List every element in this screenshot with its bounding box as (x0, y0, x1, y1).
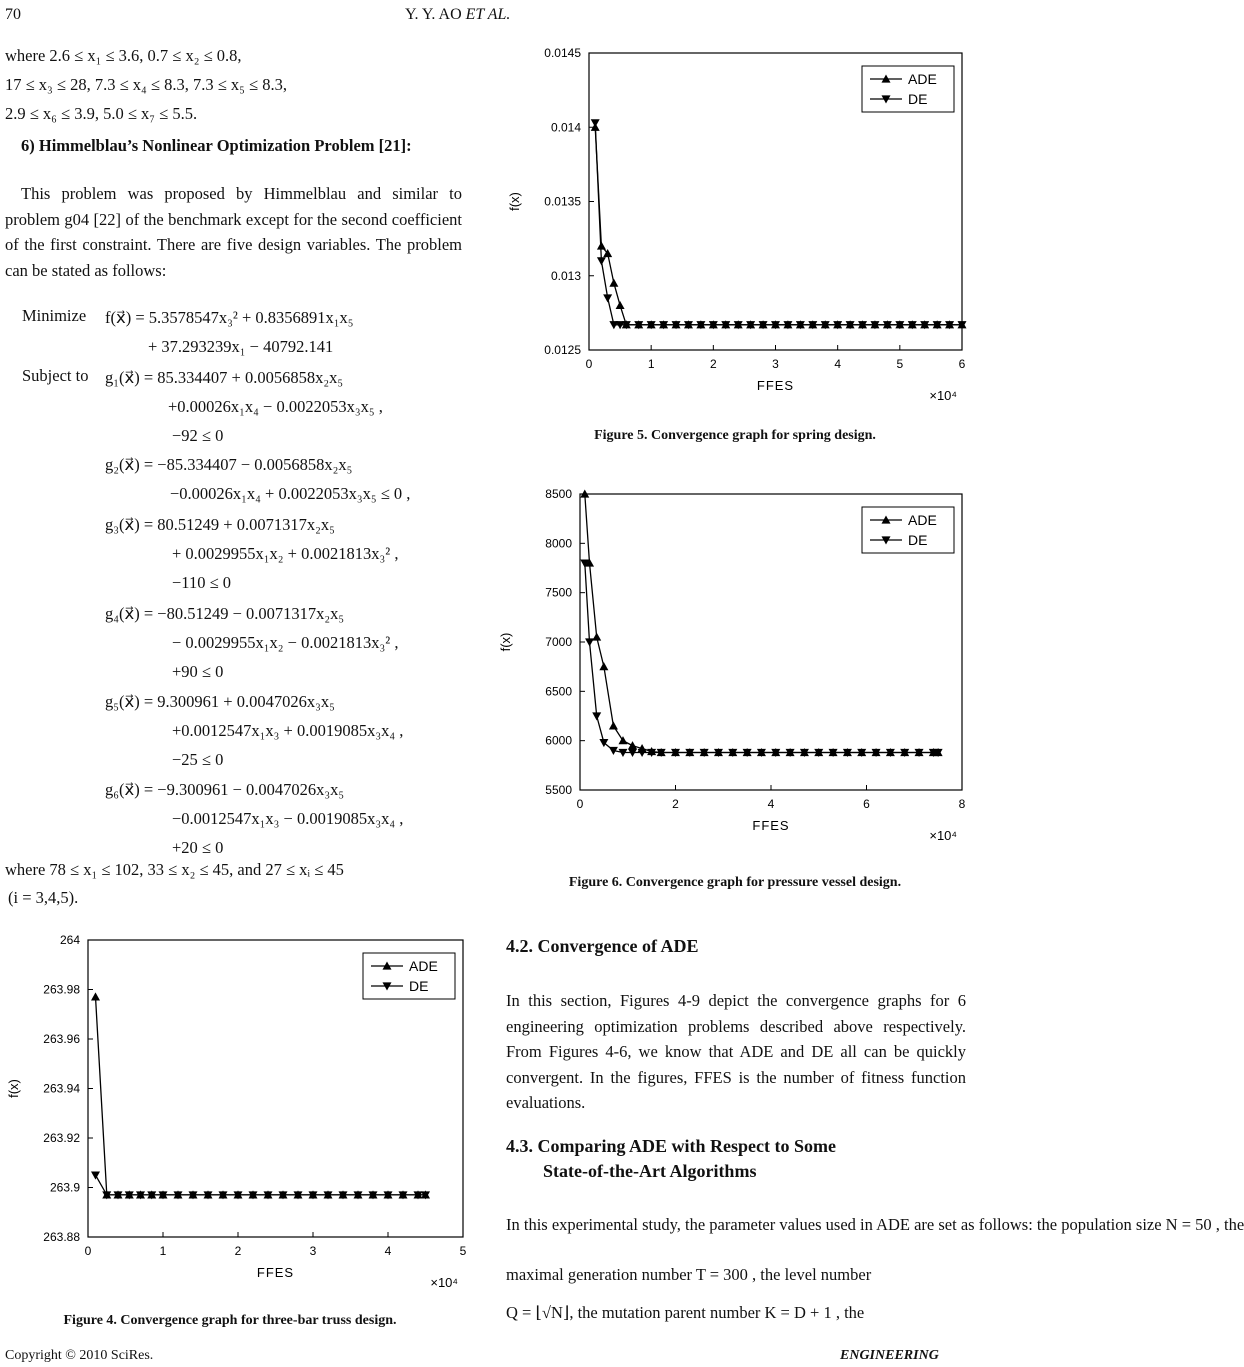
data-point (585, 638, 594, 646)
y-axis-label: f(x) (6, 1079, 21, 1098)
legend-label: DE (908, 532, 928, 548)
y-tick-label: 263.96 (43, 1032, 80, 1046)
x-tick-label: 2 (234, 1244, 242, 1258)
g1-line-3: −92 ≤ 0 (172, 426, 224, 445)
y-tick-label: 263.98 (43, 982, 80, 997)
y-tick-label: 263.94 (43, 1081, 80, 1096)
y-tick-label: 0.0125 (544, 343, 581, 357)
bounds-line-1: where 2.6 ≤ x₁ ≤ 3.6, 0.7 ≤ x₂ ≤ 0.8, (5, 46, 242, 65)
x-tick-label: 4 (834, 357, 842, 371)
x-axis-multiplier: ×10⁴ (929, 388, 957, 403)
g6-line-3: +20 ≤ 0 (172, 838, 224, 857)
data-point (592, 633, 601, 641)
objective-line-2: + 37.293239x₁ − 40792.141 (148, 337, 334, 356)
series-line-de (595, 123, 962, 325)
g5-line-2: +0.0012547x₁x₃ + 0.0019085x₃x₄ , (172, 721, 404, 740)
y-tick-label: 0.0135 (544, 194, 581, 209)
problem-heading: 6) Himmelblau’s Nonlinear Optimization Problem [21]: (21, 136, 412, 155)
legend-label: ADE (908, 512, 937, 528)
legend-label: DE (409, 978, 429, 994)
section-4-3-line-3: Q = ⌊√N⌋, the mutation parent number K = D + 1 , the (506, 1303, 865, 1322)
x-axis-label: FFES (756, 378, 795, 393)
x-tick-label: 8 (958, 797, 966, 811)
fig4-chart (0, 928, 480, 1298)
bounds-line-3: 2.9 ≤ x₆ ≤ 3.9, 5.0 ≤ x₇ ≤ 5.5. (5, 104, 198, 123)
x-tick-label: 6 (958, 357, 966, 371)
subject-label: Subject to (22, 366, 89, 385)
data-point (91, 1172, 100, 1180)
y-axis-label: f(x) (498, 632, 513, 652)
y-tick-label: 264 (59, 933, 80, 947)
g5-line-1: g₅(x⃗) = 9.300961 + 0.0047026x₃x₅ (105, 692, 335, 711)
data-point (616, 301, 625, 309)
y-tick-label: 8500 (545, 487, 572, 501)
x-tick-label: 1 (159, 1244, 167, 1258)
y-tick-label: 0.0145 (544, 46, 581, 60)
g1-line-1: g₁(x⃗) = 85.334407 + 0.0056858x₂x₅ (105, 368, 344, 387)
g4-line-3: +90 ≤ 0 (172, 662, 224, 681)
series-line-de (585, 563, 938, 752)
data-point (591, 119, 600, 127)
fig4-caption: Figure 4. Convergence graph for three-bar truss design. (63, 1313, 397, 1328)
y-tick-label: 5500 (545, 783, 572, 797)
x-tick-label: 2 (672, 797, 679, 811)
y-tick-label: 7500 (545, 585, 572, 600)
minimize-label: Minimize (22, 306, 87, 325)
data-point (628, 741, 637, 749)
footer-journal: ENGINEERING (840, 1348, 939, 1363)
y-tick-label: 6500 (545, 684, 572, 699)
x-axis-multiplier: ×10⁴ (430, 1275, 458, 1290)
y-tick-label: 7000 (545, 635, 572, 649)
data-point (592, 712, 601, 720)
section-4-3-heading-1: 4.3. Comparing ADE with Respect to Some (506, 1136, 836, 1156)
x-tick-label: 4 (384, 1244, 392, 1258)
x-axis-multiplier: ×10⁴ (929, 828, 957, 843)
x-tick-label: 0 (576, 797, 584, 811)
g4-line-2: − 0.0029955x₁x₂ − 0.0021813x₃² , (172, 633, 399, 652)
data-point (603, 294, 612, 302)
where-line-1: where 78 ≤ x₁ ≤ 102, 33 ≤ x₂ ≤ 45, and 27 ≤ xᵢ ≤ 45 (5, 860, 344, 879)
g6-line-2: −0.0012547x₁x₃ − 0.0019085x₃x₄ , (172, 809, 404, 828)
fig5-chart (495, 40, 972, 415)
bounds-line-2: 17 ≤ x₃ ≤ 28, 7.3 ≤ x₄ ≤ 8.3, 7.3 ≤ x₅ ≤ 8.3, (5, 75, 287, 94)
x-tick-label: 6 (863, 797, 870, 811)
g2-line-2: −0.00026x₁x₄ + 0.0022053x₃x₅ ≤ 0 , (170, 484, 411, 503)
running-head-etal: ET AL. (465, 6, 511, 23)
footer-copyright: Copyright © 2010 SciRes. (5, 1348, 154, 1363)
fig5-caption: Figure 5. Convergence graph for spring design. (594, 428, 876, 443)
y-tick-label: 6000 (545, 733, 572, 748)
legend-label: ADE (409, 958, 438, 974)
x-tick-label: 5 (896, 357, 904, 371)
x-tick-label: 0 (585, 357, 593, 371)
data-point (609, 721, 618, 729)
running-head (405, 6, 510, 24)
data-point (597, 257, 606, 265)
x-tick-label: 3 (772, 357, 779, 371)
x-axis-label: FFES (752, 818, 790, 833)
x-tick-label: 2 (709, 357, 717, 371)
y-axis-label: f(x) (507, 192, 522, 211)
section-4-3-line-2: maximal generation number T = 300 , the level number (506, 1265, 872, 1284)
x-axis-label: FFES (256, 1265, 295, 1280)
y-tick-label: 263.9 (49, 1180, 80, 1195)
page-number: 70 (5, 6, 21, 23)
series-line-ade (96, 997, 426, 1195)
where-line-2: (i = 3,4,5). (8, 888, 79, 907)
section-4-2-heading: 4.2. Convergence of ADE (506, 936, 699, 956)
objective-line-1: f(x⃗) = 5.3578547x₃² + 0.8356891x₁x₅ (105, 308, 354, 327)
y-tick-label: 0.014 (550, 120, 581, 135)
y-tick-label: 8000 (545, 536, 572, 551)
series-line-ade (595, 127, 962, 324)
problem-text: This problem was proposed by Himmelblau and similar to problem g04 [22] of the benchmark except for the second coefficient of the first constraint. There are five design variables. The problem can be stated as follows: (5, 184, 462, 280)
y-tick-label: 263.88 (43, 1230, 80, 1244)
g3-line-3: −110 ≤ 0 (172, 573, 231, 592)
legend-label: DE (908, 91, 928, 107)
x-tick-label: 4 (767, 797, 775, 811)
data-point (599, 662, 608, 670)
section-4-3-line-1: In this experimental study, the parameter values used in ADE are set as follows: the population size N = 50 , the (506, 1215, 1244, 1234)
x-tick-label: 3 (309, 1244, 317, 1258)
x-tick-label: 5 (459, 1244, 467, 1258)
data-point (91, 992, 100, 1000)
g3-line-2: + 0.0029955x₁x₂ + 0.0021813x₃² , (172, 544, 399, 563)
x-tick-label: 1 (647, 357, 655, 371)
legend-label: ADE (908, 71, 937, 87)
data-point (609, 279, 618, 287)
fig6-caption: Figure 6. Convergence graph for pressure vessel design. (568, 875, 902, 890)
y-tick-label: 0.013 (550, 268, 581, 283)
g1-line-2: +0.00026x₁x₄ − 0.0022053x₃x₅ , (168, 397, 383, 416)
g4-line-1: g₄(x⃗) = −80.51249 − 0.0071317x₂x₅ (105, 604, 345, 623)
g2-line-1: g₂(x⃗) = −85.334407 − 0.0056858x₂x₅ (105, 455, 353, 474)
data-point (618, 736, 627, 744)
g5-line-3: −25 ≤ 0 (172, 750, 224, 769)
g3-line-1: g₃(x⃗) = 80.51249 + 0.0071317x₂x₅ (105, 515, 335, 534)
fig6-chart (495, 478, 972, 858)
section-4-3-heading-2: State-of-the-Art Algorithms (543, 1161, 757, 1181)
g6-line-1: g₆(x⃗) = −9.300961 − 0.0047026x₃x₅ (105, 780, 345, 799)
x-tick-label: 0 (84, 1244, 92, 1258)
section-4-2-text: In this section, Figures 4-9 depict the convergence graphs for 6 engineering optimization problems described above respectively. From Figures 4-6, we know that ADE and DE all can be quickly convergent. In the figures, FFES is the number of fitness function evaluations. (506, 991, 966, 1112)
running-head-authors: Y. Y. AO (405, 6, 462, 23)
y-tick-label: 263.92 (43, 1131, 80, 1145)
